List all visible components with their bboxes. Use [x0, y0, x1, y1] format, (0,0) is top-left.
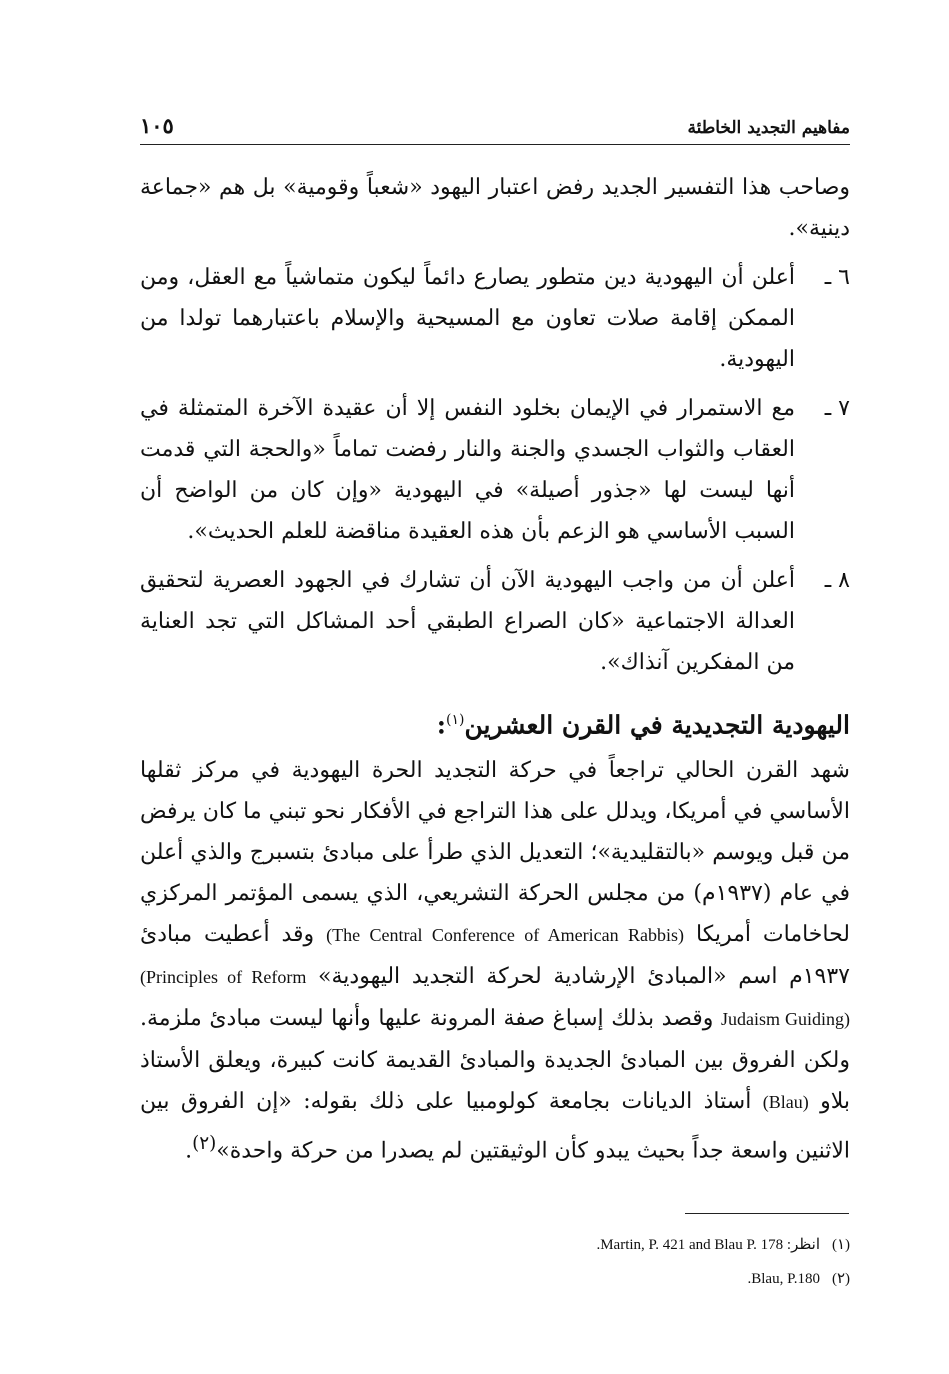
list-item-text: أعلن أن من واجب اليهودية الآن أن تشارك في الجهود العصرية لتحقيق العدالة الاجتماعية «كان الصراع الطبقي أحد المشاكل التي تجد العناية من المفكرين آنذاك».: [140, 568, 795, 675]
list-item-number: ٦ ـ: [824, 265, 850, 290]
paragraph-part-3: وقصد بذلك إسباغ صفة المرونة عليها وأنها ليست مبادئ ملزمة. ولكن الفروق بين المبادئ الجديدة والمبادئ القديمة كانت كبيرة، ويعلق الأستاذ بلاو: [140, 1006, 851, 1115]
latin-term-blau: (Blau): [762, 1092, 809, 1113]
section-heading-text: اليهودية التجديدية في القرن العشرين: [464, 710, 850, 740]
running-title: مفاهيم التجديد الخاطئة: [687, 118, 850, 138]
footnote: [440, 1262, 850, 1296]
continuation-paragraph: وصاحب هذا التفسير الجديد رفض اعتبار اليهود «شعباً وقومية» بل هم «جماعة دينية».: [140, 175, 850, 241]
paragraph-part-1: شهد القرن الحالي تراجعاً في حركة التجديد الحرة اليهودية في مركز ثقلها الأساسي في أمريكا، ويدلل على هذا التراجع في الأفكار نحو تبني ما كان يرفض من قبل ويوسم «بالتقليدية»؛ التعديل الذي طرأ على مبادئ بتسبرج والذي أعلن في عام (١٩٣٧م) من مجلس الحركة التشريعي، الذي يسمى المؤتمر المركزي لحاخامات أمريكا: [140, 758, 851, 948]
list-item-text: أعلن أن اليهودية دين متطور يصارع دائماً ليكون متماشياً مع العقل، ومن الممكن إقامة صلات تعاون مع المسيحية والإسلام باعتبارهما تولدا من اليهودية.: [140, 265, 795, 372]
section-paragraph: [140, 750, 850, 1171]
list-item-text: مع الاستمرار في الإيمان بخلود النفس إلا أن عقيدة الآخرة المتمثلة في العقاب والثواب الجسدي والجنة والنار رفضت تماماً «والحجة التي قدمت أنها ليست لها «جذور أصيلة» في اليهودية «وإن كان من الواضح أن السبب الأساسي هو الزعم بأن هذه العقيدة مناقضة للعلم الحديث».: [140, 396, 795, 544]
paragraph-part-2: وقد أعطيت مبادئ ١٩٣٧م اسم «المبادئ الإرشادية لحركة التجديد اليهودية»: [140, 922, 850, 990]
book-page: [140, 108, 850, 1172]
footnote-text: انظر: Martin, P. 421 and Blau P. 178.: [596, 1237, 820, 1253]
list-item-number: ٧ ـ: [824, 396, 850, 421]
latin-term-principles: (Principles of Reform Judaism Guiding): [140, 967, 851, 1030]
footnotes: [440, 1228, 850, 1296]
heading-footnote-ref: (١): [446, 712, 465, 728]
footnote-text: Blau, P.180.: [747, 1271, 820, 1287]
paragraph-part-4: أستاذ الديانات بجامعة كولومبيا على ذلك بقوله: «إن الفروق بين الاثنين واسعة جداً بحيث يبدو كأن الوثيقتين لم يصدرا من حركة واحدة»: [140, 1089, 850, 1164]
footnote-divider: [685, 1213, 849, 1214]
list-item: [140, 257, 850, 380]
page-header: [140, 108, 850, 145]
page-number: ١٠٥: [140, 113, 174, 138]
list-item: [140, 560, 850, 683]
list-item-number: ٨ ـ: [824, 568, 850, 593]
paragraph-footnote-ref: (٢): [192, 1133, 217, 1155]
latin-term-conference: (The Central Conference of American Rabbis): [326, 925, 685, 946]
heading-colon: :: [436, 710, 446, 740]
list-item: [140, 388, 850, 552]
footnote-number: (١): [831, 1237, 850, 1253]
section-heading: [140, 697, 850, 748]
paragraph-end: .: [185, 1138, 193, 1164]
footnote: [440, 1228, 850, 1262]
footnote-number: (٢): [831, 1271, 850, 1287]
